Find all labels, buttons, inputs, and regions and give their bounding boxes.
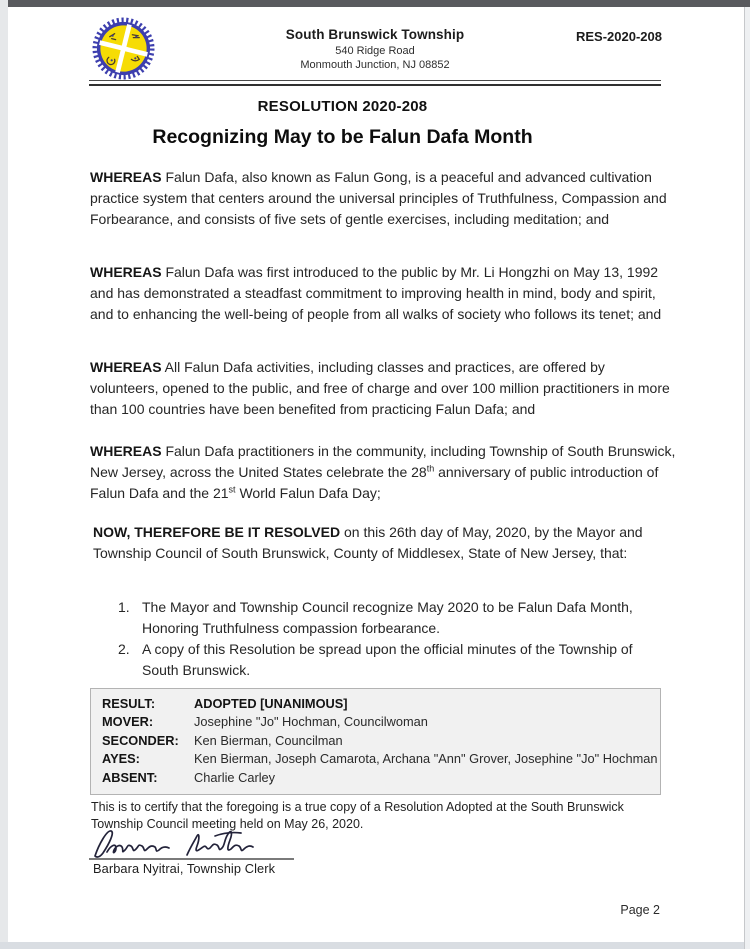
township-seal-icon xyxy=(92,17,155,80)
paragraph-text: on this 26th day of May, 2020, by the Mayor and Township Council of South Brunswick, County of Middlesex, State of New Jersey, that: xyxy=(93,524,643,561)
list-item-number: 2. xyxy=(118,641,130,657)
vote-row-label: SECONDER: xyxy=(102,732,179,748)
whereas-keyword: WHEREAS xyxy=(90,169,162,185)
certification-text: This is to certify that the foregoing is a true copy of a Resolution Adopted at the South Brunswick Township Council meeting held on May 26, 2020. xyxy=(91,800,624,831)
list-item-number: 1. xyxy=(118,599,130,615)
whereas-paragraph-4 xyxy=(90,441,676,504)
paragraph-text: anniversary of public introduction of Falun Dafa and the 21 xyxy=(90,464,659,501)
table-row xyxy=(91,695,660,713)
vote-row-value: Ken Bierman, Joseph Camarota, Archana "Ann" Grover, Josephine "Jo" Hochman xyxy=(194,751,658,767)
list-item xyxy=(90,597,660,639)
paragraph-text: All Falun Dafa activities, including classes and practices, are offered by volunteers, opened to the public, and free of charge and over 100 million practitioners in more than 100 countries have been benefited from practicing Falun Dafa; and xyxy=(90,359,670,417)
vote-row-value: Josephine "Jo" Hochman, Councilwoman xyxy=(194,714,428,730)
whereas-keyword: WHEREAS xyxy=(90,359,162,375)
paragraph-text: Falun Dafa, also known as Falun Gong, is a peaceful and advanced cultivation practice system that centers around the universal principles of Truthfulness, Compassion and Forbearance, and consists of five sets of gentle exercises, including meditation; and xyxy=(90,169,667,227)
vote-row-value: ADOPTED [UNANIMOUS] xyxy=(194,696,348,711)
resolution-number: RES-2020-208 xyxy=(576,29,662,44)
paragraph-text: Falun Dafa practitioners in the community, including Township of South Brunswick, New Jersey, across the United States celebrate the 28 xyxy=(90,443,676,480)
list-item-text: A copy of this Resolution be spread upon the official minutes of the Township of South Brunswick. xyxy=(142,641,633,678)
vote-row-label: ABSENT: xyxy=(102,769,158,785)
resolution-list xyxy=(90,597,660,681)
whereas-paragraph-2 xyxy=(90,262,676,325)
handwritten-signature-icon xyxy=(87,827,302,863)
header-address-line1: 540 Ridge Road xyxy=(335,45,415,57)
scan-edge-top xyxy=(8,0,750,7)
resolved-keyword: NOW, THEREFORE BE IT RESOLVED xyxy=(93,524,341,540)
list-item-text: The Mayor and Township Council recognize May 2020 to be Falun Dafa Month, Honoring Truthfulness compassion forbearance. xyxy=(142,599,633,636)
vote-row-label: AYES: xyxy=(102,751,140,767)
resolution-heading: RESOLUTION 2020-208 xyxy=(257,98,428,115)
resolved-paragraph xyxy=(90,522,676,564)
page-number: Page 2 xyxy=(620,903,660,917)
paragraph-text: World Falun Dafa Day; xyxy=(235,485,381,501)
ordinal-superscript: st xyxy=(228,484,236,495)
resolution-title: Recognizing May to be Falun Dafa Month xyxy=(152,126,533,148)
whereas-paragraph-3 xyxy=(90,357,676,420)
table-row xyxy=(91,713,660,731)
whereas-paragraph-1 xyxy=(90,167,676,230)
whereas-keyword: WHEREAS xyxy=(90,443,162,459)
ordinal-superscript: th xyxy=(426,463,435,474)
vote-row-label: MOVER: xyxy=(102,714,154,730)
vote-row-value: Charlie Carley xyxy=(194,769,276,785)
paragraph-text: Falun Dafa was first introduced to the public by Mr. Li Hongzhi on May 13, 1992 and has demonstrated a steadfast commitment to improving health in mind, body and spirit, and to enhancing the well-being of people from all walks of society who follows its tenet; and xyxy=(90,264,662,322)
whereas-keyword: WHEREAS xyxy=(90,264,162,280)
table-row xyxy=(91,750,660,768)
vote-result-table xyxy=(90,688,661,795)
scan-edge-left xyxy=(0,0,8,949)
header-address-line2: Monmouth Junction, NJ 08852 xyxy=(300,59,450,71)
header-township-name: South Brunswick Township xyxy=(285,27,465,42)
vote-row-value: Ken Bierman, Councilman xyxy=(194,732,343,748)
clerk-printed-name: Barbara Nyitrai, Township Clerk xyxy=(93,861,276,876)
vote-row-label: RESULT: xyxy=(102,696,156,711)
list-item xyxy=(90,639,660,681)
table-row xyxy=(91,732,660,750)
letterhead xyxy=(215,27,535,72)
table-row xyxy=(91,769,660,787)
header-divider-rule xyxy=(89,80,661,86)
scan-edge-bottom xyxy=(0,942,750,949)
scan-edge-right xyxy=(744,7,750,949)
